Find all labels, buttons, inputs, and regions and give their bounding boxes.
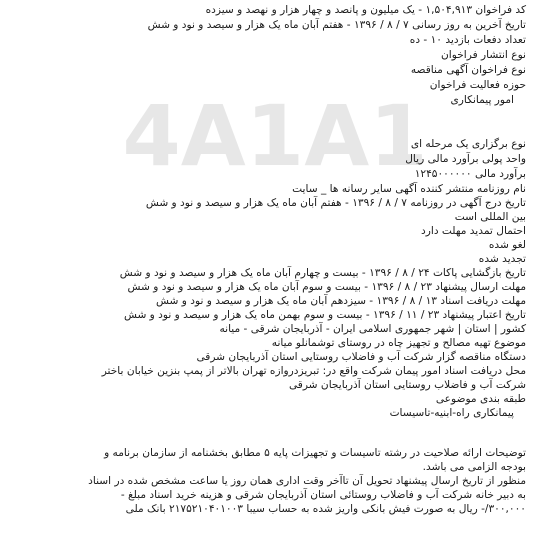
extension-status: احتمال تمدید مهلت دارد xyxy=(421,225,526,237)
proposal-validity-date: تاریخ اعتبار پیشنهاد ۲۳ / ۱۱ / ۱۳۹۶ - بیست و سوم بهمن ماه یک هزار و سیصد و نود و شش xyxy=(123,309,526,321)
subject-classification-value: پیمانکاری راه-ابنیه-تاسیسات xyxy=(389,407,514,419)
tender-type: نوع فراخوان آگهی مناقصه xyxy=(410,64,526,76)
documents-deadline: مهلت دریافت اسناد ۱۳ / ۸ / ۱۳۹۶ - سیزدهم آبان ماه یک هزار و سیصد و نود و شش xyxy=(156,295,526,307)
currency-unit: واحد پولی برآورد مالی ریال xyxy=(405,153,526,165)
opening-date: تاریخ بازگشایی پاکات ۲۴ / ۸ / ۱۳۹۶ - بیست و چهارم آبان ماه یک هزار و سیصد و نود و شش xyxy=(119,267,526,279)
description-line-1: توضیحات ارائه صلاحیت در رشته تاسیسات و تجهیزات پایه ۵ مطابق بخشنامه از سازمان برنامه و xyxy=(104,447,526,459)
renewed-status: تجدید شده xyxy=(478,253,526,265)
newspaper-name: نام روزنامه منتشر کننده آگهی سایر رسانه ها _ سایت xyxy=(292,183,526,195)
activity-field-label: حوزه فعالیت فراخوان xyxy=(429,79,526,91)
description-line-5: ۳۰۰,۰۰۰/- ریال به صورت فیش بانکی واریز شده به حساب سیبا ۲۱۷۵۲۱۰۴۰۱۰۰۳ بانک ملی xyxy=(125,503,526,515)
subject-classification-label: طبقه بندی موضوعی xyxy=(435,393,526,405)
international-status: بین المللی است xyxy=(454,211,526,223)
newspaper-publish-date: تاریخ درج آگهی در روزنامه ۷ / ۸ / ۱۳۹۶ - هفتم آبان ماه یک هزار و سیصد و نود و شش xyxy=(145,197,526,209)
documents-address-continued: شرکت آب و فاضلاب روستایی استان آذربایجان شرقی xyxy=(288,379,526,391)
location: کشور | استان | شهر جمهوری اسلامی ایران - آذربایجان شرقی - میانه xyxy=(219,323,526,335)
view-count: تعداد دفعات بازدید ۱۰ - ده xyxy=(409,34,526,46)
submission-deadline: مهلت ارسال پیشنهاد ۲۳ / ۸ / ۱۳۹۶ - بیست و سوم آبان ماه یک هزار و سیصد و نود و شش xyxy=(127,281,526,293)
tender-code: کد فراخوان ۱,۵۰۴,۹۱۳ - یک میلیون و پانصد و چهار هزار و نهصد و سیزده xyxy=(205,4,526,16)
subject: موضوع تهیه مصالح و تجهیز چاه در روستای توشمانلو میانه xyxy=(271,337,526,349)
financial-estimate: برآورد مالی ۱۲۴۵۰۰۰۰۰۰ xyxy=(414,168,526,180)
tendering-organization: دستگاه مناقصه گزار شرکت آب و فاضلاب روستایی استان آذربایجان شرقی xyxy=(196,351,526,363)
holding-type: نوع برگزاری یک مرحله ای xyxy=(410,138,526,150)
last-update-date: تاریخ آخرین به روز رسانی ۷ / ۸ / ۱۳۹۶ - هفتم آبان ماه یک هزار و سیصد و نود و شش xyxy=(147,19,526,31)
documents-address: محل دریافت اسناد امور پیمان شرکت واقع در: تبریزدروازه تهران بالاتر از پمپ بنزین خیابان باختر xyxy=(101,365,526,377)
activity-field-value: امور پیمانکاری xyxy=(450,94,514,106)
cancelled-status: لغو شده xyxy=(488,239,526,251)
description-line-4: به دبیر خانه شرکت آب و فاضلاب روستائی استان آذربایجان شرقی و هزینه خرید اسناد مبلغ - xyxy=(120,489,526,501)
description-line-3: منظور از تاریخ ارسال پیشنهاد تحویل آن تاآخر وقت اداری همان روز یا ساعت مشخص شده در اسناد xyxy=(88,475,526,487)
publish-type: نوع انتشار فراخوان xyxy=(441,49,526,61)
watermark-text: 4A1A1 xyxy=(122,87,428,185)
description-line-2: بودجه الزامی می باشد. xyxy=(422,461,526,473)
watermark xyxy=(122,70,428,190)
